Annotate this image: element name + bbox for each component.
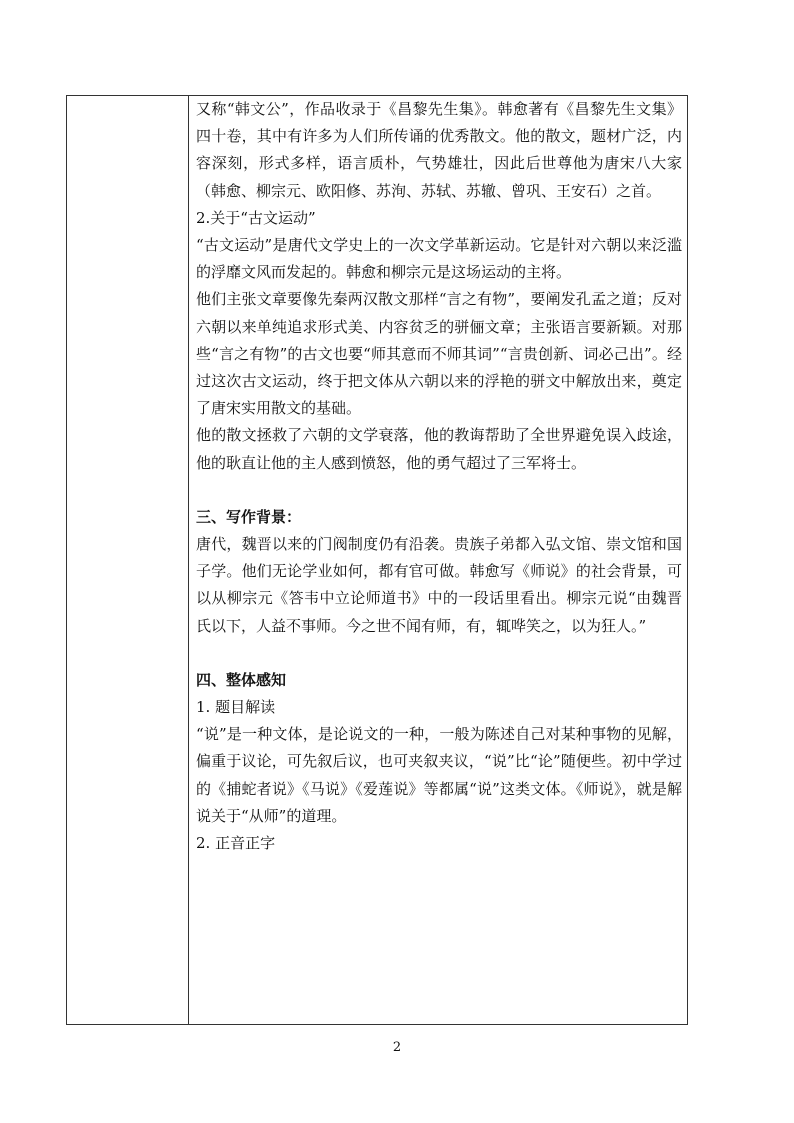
paragraph-title-reading: “说”是一种文体，是论说文的一种，一般为陈述自己对某种事物的见解，偏重于议论，可先叙后议，也可夹叙夹议，“说”比“论”随便些。初中学过的《捕蛇者说》《马说》《爱莲说》等都属“说”这类文体。《师说》，就是解说关于“从师”的道理。 xyxy=(196,725,682,825)
subheading-title-reading: 1. 题目解读 xyxy=(196,698,276,717)
column-divider xyxy=(188,96,189,1024)
content-table xyxy=(66,95,688,1025)
paragraph-guwen-intro: “古文运动”是唐代文学史上的一次文学革新运动。它是针对六朝以来泛滥的浮靡文风而发起的。韩愈和柳宗元是这场运动的主将。 xyxy=(196,236,682,282)
page-number: 2 xyxy=(392,1040,402,1055)
content-cell xyxy=(196,96,682,857)
section-heading-background: 三、写作背景： xyxy=(196,507,302,526)
paragraph-background: 唐代，魏晋以来的门阀制度仍有沿袭。贵族子弟都入弘文馆、崇文馆和国子学。他们无论学业如何，都有官可做。韩愈写《师说》的社会背景，可以从柳宗元《答韦中立论师道书》中的一段话里看出。柳宗元说“由魏晋氏以下，人益不事师。今之世不闻有师，有，辄哗笑之，以为狂人。” xyxy=(196,535,682,635)
subheading-pronunciation: 2. 正音正字 xyxy=(196,834,276,853)
paragraph-guwen-claims: 他们主张文章要像先秦两汉散文那样“言之有物”，要阐发孔孟之道；反对六朝以来单纯追求形式美、内容贫乏的骈俪文章；主张语言要新颖。对那些“言之有物”的古文也要“师其意而不师其词”“言贵创新、词必己出”。经过这次古文运动，终于把文体从六朝以来的浮艳的骈文中解放出来，奠定了唐宋实用散文的基础。 xyxy=(196,290,682,418)
spacer xyxy=(196,477,682,504)
paragraph-han-yu: 又称“韩文公”，作品收录于《昌黎先生集》。韩愈著有《昌黎先生文集》四十卷，其中有许多为人们所传诵的优秀散文。他的散文，题材广泛，内容深刻，形式多样，语言质朴，气势雄壮，因此后世尊他为唐宋八大家（韩愈、柳宗元、欧阳修、苏洵、苏轼、苏辙、曾巩、王安石）之首。 xyxy=(196,100,682,200)
paragraph-evaluation: 他的散文拯救了六朝的文学衰落，他的教诲帮助了全世界避免误入歧途，他的耿直让他的主人感到愤怒，他的勇气超过了三军将士。 xyxy=(196,426,682,472)
subheading-guwen: 2.关于“古文运动” xyxy=(196,208,316,227)
spacer xyxy=(196,640,682,667)
section-heading-overview: 四、整体感知 xyxy=(196,670,287,689)
